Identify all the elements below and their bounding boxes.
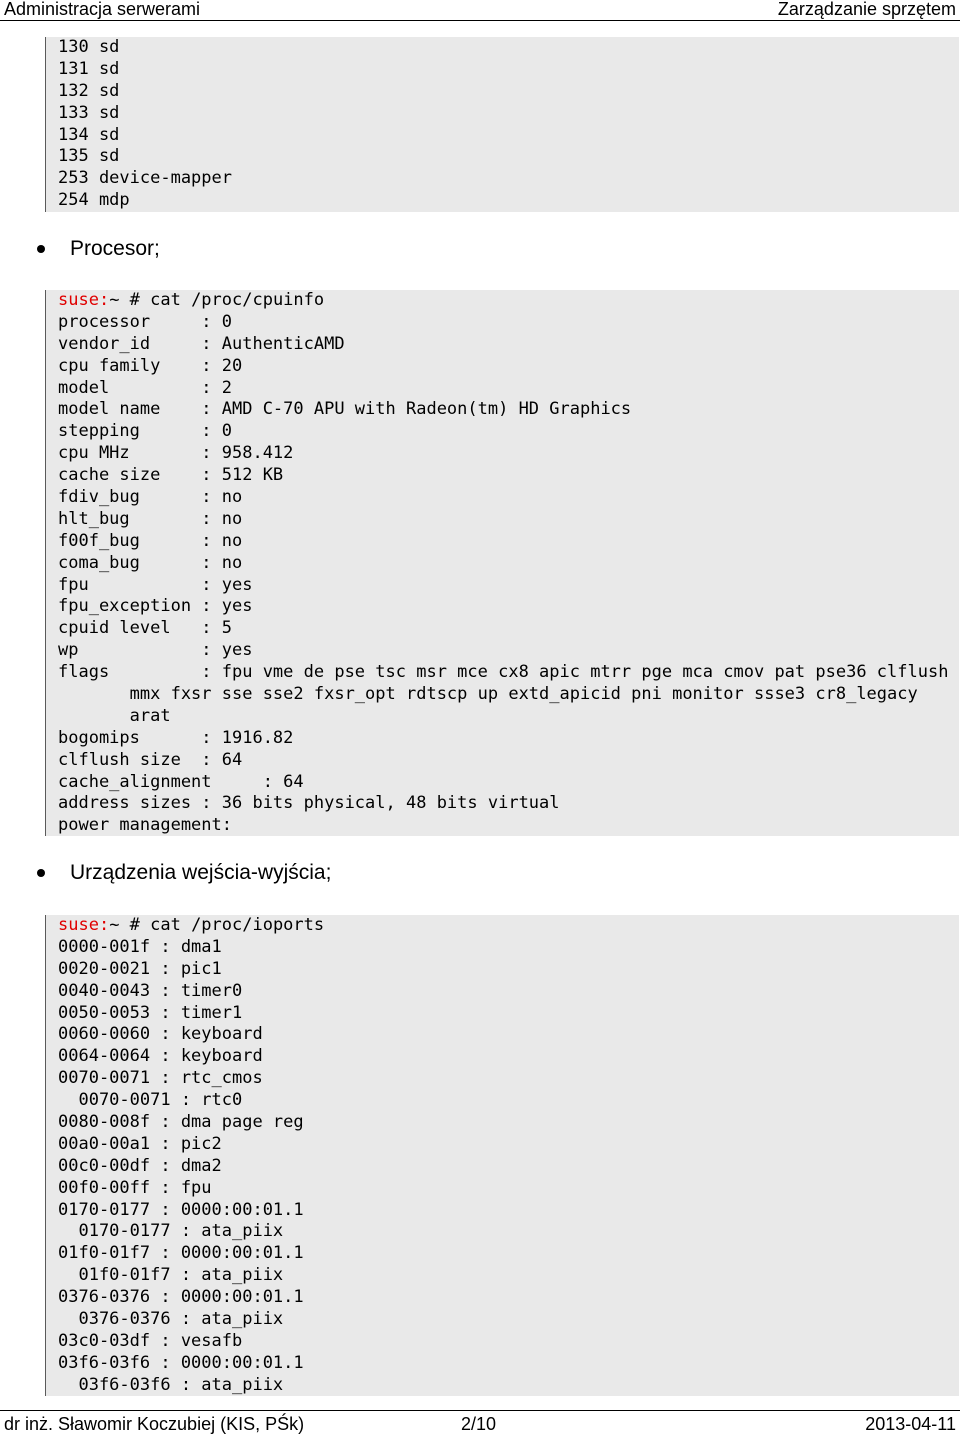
output-line: cpu MHz : 958.412 xyxy=(58,443,294,464)
output-line: 0050-0053 : timer1 xyxy=(58,1002,243,1023)
output-line: power management: xyxy=(58,815,232,836)
output-line: cpu family : 20 xyxy=(58,355,243,376)
output-line: 133 sd xyxy=(58,102,120,123)
output-line: 135 sd xyxy=(58,146,120,167)
output-line: mmx fxsr sse sse2 fxsr_opt rdtscp up extd_apicid pni monitor ssse3 cr8_legacy xyxy=(58,684,918,705)
output-line: model : 2 xyxy=(58,377,232,398)
code-block-devices xyxy=(45,37,959,212)
shell-prompt: suse: xyxy=(58,290,110,310)
output-line: arat xyxy=(58,705,171,726)
output-line: 0376-0376 : 0000:00:01.1 xyxy=(58,1287,304,1308)
output-line: cache size : 512 KB xyxy=(58,465,284,486)
output-line: 134 sd xyxy=(58,124,120,145)
output-line: 131 sd xyxy=(58,58,120,79)
bullet-dot xyxy=(37,245,45,253)
output-line: fpu : yes xyxy=(58,574,253,595)
output-line: 254 mdp xyxy=(58,190,130,211)
output-line: 253 device-mapper xyxy=(58,168,232,189)
output-line: 03f6-03f6 : ata_piix xyxy=(58,1374,284,1395)
bullet-dot xyxy=(37,869,45,877)
output-line: 0170-0177 : 0000:00:01.1 xyxy=(58,1199,304,1220)
output-line: wp : yes xyxy=(58,640,253,661)
command-line xyxy=(58,915,959,937)
output-line: 132 sd xyxy=(58,80,120,101)
output-line: fdiv_bug : no xyxy=(58,487,243,508)
output-line: stepping : 0 xyxy=(58,421,232,442)
code-block-ioports xyxy=(45,915,959,1396)
output-line: hlt_bug : no xyxy=(58,508,243,529)
output-line: 03f6-03f6 : 0000:00:01.1 xyxy=(58,1352,304,1373)
output-line: 0020-0021 : pic1 xyxy=(58,958,222,979)
output-line: 0170-0177 : ata_piix xyxy=(58,1221,284,1242)
output-line: 0070-0071 : rtc_cmos xyxy=(58,1068,263,1089)
output-line: fpu_exception : yes xyxy=(58,596,253,617)
shell-command: ~ # cat /proc/ioports xyxy=(109,915,325,935)
output-line: 130 sd xyxy=(58,37,120,57)
footer-page-number: 2/10 xyxy=(461,1414,497,1434)
output-line: 0040-0043 : timer0 xyxy=(58,980,243,1001)
output-line: 0080-008f : dma page reg xyxy=(58,1112,304,1133)
output-line: 0070-0071 : rtc0 xyxy=(58,1090,243,1111)
footer-author: dr inż. Sławomir Koczubiej (KIS, PŚk) xyxy=(4,1414,305,1434)
output-line: 00a0-00a1 : pic2 xyxy=(58,1133,222,1154)
output-line: address sizes : 36 bits physical, 48 bits virtual xyxy=(58,793,560,814)
output-line: 01f0-01f7 : 0000:00:01.1 xyxy=(58,1243,304,1264)
shell-command: ~ # cat /proc/cpuinfo xyxy=(109,290,325,310)
output-line: 01f0-01f7 : ata_piix xyxy=(58,1265,284,1286)
command-line xyxy=(58,290,959,312)
page-footer xyxy=(0,1410,960,1436)
section-heading-io: Urządzenia wejścia-wyjścia; xyxy=(70,861,332,884)
output-line: 00c0-00df : dma2 xyxy=(58,1155,222,1176)
output-line: cache_alignment : 64 xyxy=(58,771,304,792)
shell-prompt: suse: xyxy=(58,915,110,935)
output-line: 03c0-03df : vesafb xyxy=(58,1330,243,1351)
header-title: Administracja serwerami xyxy=(4,0,201,19)
output-line: vendor_id : AuthenticAMD xyxy=(58,333,345,354)
output-line: 0060-0060 : keyboard xyxy=(58,1024,263,1045)
output-line: bogomips : 1916.82 xyxy=(58,727,294,748)
output-line: 0376-0376 : ata_piix xyxy=(58,1309,284,1330)
code-block-cpuinfo xyxy=(45,290,959,836)
output-line: processor : 0 xyxy=(58,311,232,332)
output-line: f00f_bug : no xyxy=(58,530,243,551)
output-line: flags : fpu vme de pse tsc msr mce cx8 apic mtrr pge mca cmov pat pse36 clflush xyxy=(58,662,949,683)
output-line: model name : AMD C-70 APU with Radeon(tm) HD Graphics xyxy=(58,399,632,420)
output-line: 0064-0064 : keyboard xyxy=(58,1046,263,1067)
output-line: cpuid level : 5 xyxy=(58,618,232,639)
page-header xyxy=(0,0,960,21)
footer-date: 2013-04-11 xyxy=(865,1414,956,1434)
output-line: 00f0-00ff : fpu xyxy=(58,1177,212,1198)
header-section: Zarządzanie sprzętem xyxy=(777,0,956,19)
output-line: 0000-001f : dma1 xyxy=(58,936,222,957)
output-line: clflush size : 64 xyxy=(58,749,243,770)
output-line: coma_bug : no xyxy=(58,552,243,573)
section-heading-processor: Procesor; xyxy=(70,237,160,260)
